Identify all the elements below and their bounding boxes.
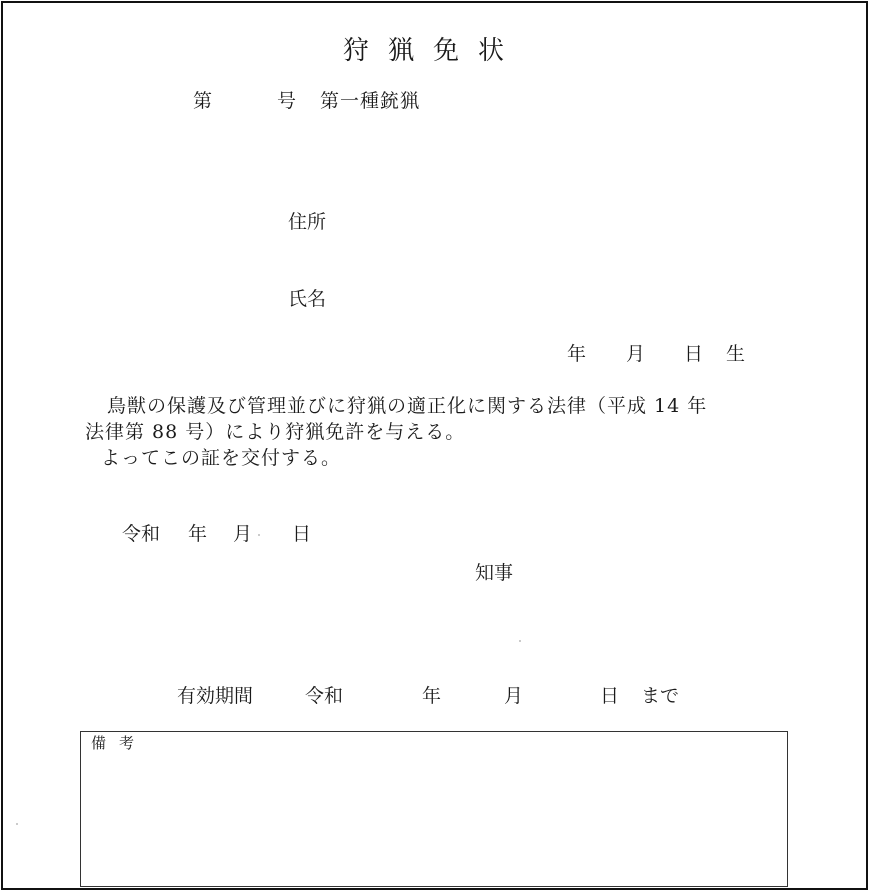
validity-label: 有効期間	[177, 685, 254, 707]
remarks-label: 備考	[91, 734, 148, 752]
number-suffix: 号	[277, 90, 297, 112]
body-text-line-2: 法律第 88 号）により狩猟免許を与える。	[85, 421, 466, 443]
issue-day-label: 日	[292, 523, 312, 545]
governor-label: 知事	[475, 562, 514, 584]
issue-year-label: 年	[188, 523, 208, 545]
validity-era: 令和	[305, 685, 344, 707]
birth-suffix: 生	[726, 343, 746, 365]
document-title: 狩猟免状	[343, 36, 524, 66]
birth-day-label: 日	[684, 343, 704, 365]
issue-month-label: 月	[233, 523, 253, 545]
validity-month-label: 月	[504, 685, 524, 707]
scan-speck	[519, 640, 521, 642]
body-text-line-3: よってこの証を交付する。	[101, 447, 342, 469]
validity-day-label: 日	[600, 685, 620, 707]
issue-era: 令和	[122, 523, 161, 545]
scan-speck	[16, 823, 18, 825]
validity-until: まで	[641, 685, 680, 707]
license-type: 第一種銃猟	[320, 90, 421, 112]
body-text-line-1: 鳥獣の保護及び管理並びに狩猟の適正化に関する法律（平成 14 年	[107, 395, 708, 417]
birth-year-label: 年	[567, 343, 587, 365]
name-label: 氏名	[288, 288, 327, 310]
remarks-box	[80, 731, 788, 887]
validity-year-label: 年	[422, 685, 442, 707]
address-label: 住所	[288, 211, 327, 233]
number-prefix: 第	[193, 90, 213, 112]
scan-speck	[258, 534, 260, 536]
birth-month-label: 月	[626, 343, 646, 365]
